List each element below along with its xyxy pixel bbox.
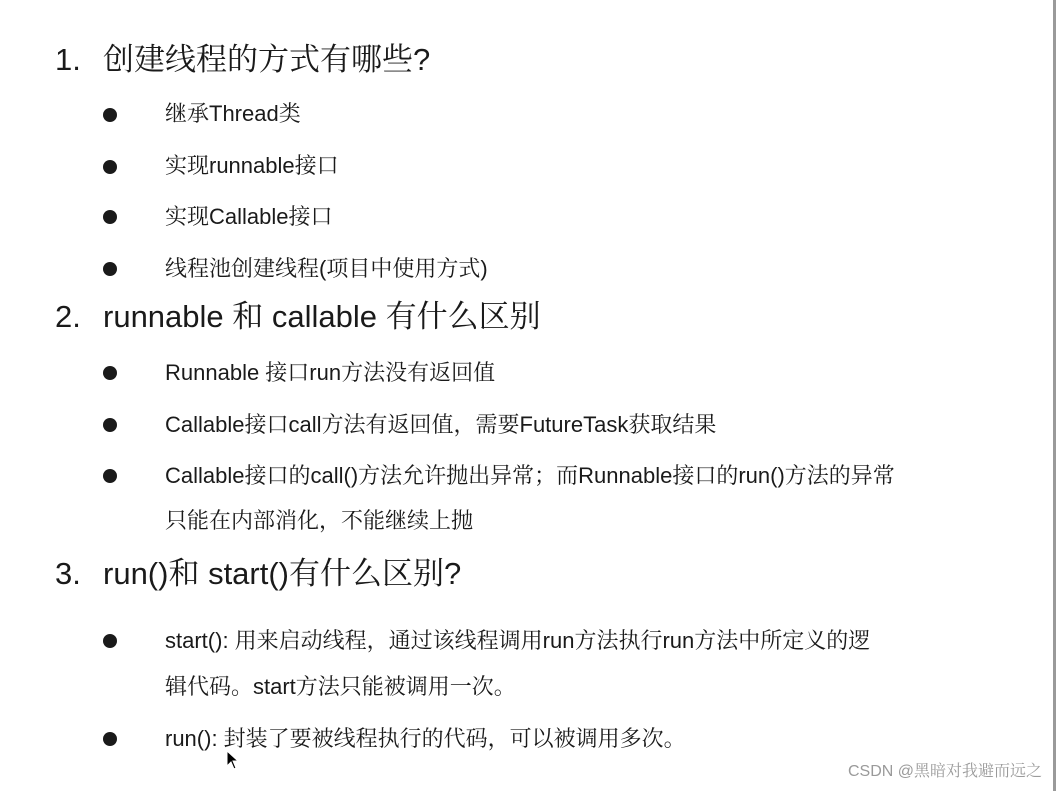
bullet-icon (103, 108, 117, 122)
list-item: Callable接口的call()方法允许抛出异常；而Runnable接口的run()方法的异常 (165, 463, 895, 488)
list-item: start(): 用来启动线程，通过该线程调用run方法执行run方法中所定义的逻 (165, 628, 871, 653)
section-number: 3. (55, 556, 81, 591)
list-item: Runnable 接口run方法没有返回值 (165, 360, 496, 385)
section-heading-1 (55, 40, 430, 80)
bullet-icon (103, 160, 117, 174)
watermark: CSDN @黑暗对我避而远之 (847, 763, 1042, 780)
list-item: 继承Thread类 (165, 101, 301, 126)
bullet-icon (103, 366, 117, 380)
list-item: 实现runnable接口 (165, 153, 339, 178)
section-heading-2 (55, 297, 541, 337)
section-heading-3 (55, 554, 461, 594)
bullet-icon (103, 469, 117, 483)
section-number: 2. (55, 299, 81, 334)
mouse-pointer-icon (226, 750, 240, 770)
list-item: run(): 封装了要被线程执行的代码，可以被调用多次。 (165, 726, 686, 751)
list-item: 线程池创建线程(项目中使用方式) (165, 256, 488, 281)
list-item-continuation: 只能在内部消化，不能继续上抛 (165, 508, 474, 533)
list-item-continuation: 辑代码。start方法只能被调用一次。 (165, 674, 516, 699)
list-item: 实现Callable接口 (165, 204, 333, 229)
bullet-icon (103, 418, 117, 432)
section-title: 创建线程的方式有哪些? (103, 42, 431, 77)
bullet-icon (103, 210, 117, 224)
bullet-icon (103, 732, 117, 746)
list-item: Callable接口call方法有返回值，需要FutureTask获取结果 (165, 412, 717, 437)
section-number: 1. (55, 42, 81, 77)
bullet-icon (103, 634, 117, 648)
bullet-icon (103, 262, 117, 276)
section-title: runnable 和 callable 有什么区别 (103, 299, 541, 334)
section-title: run()和 start()有什么区别? (103, 556, 462, 591)
